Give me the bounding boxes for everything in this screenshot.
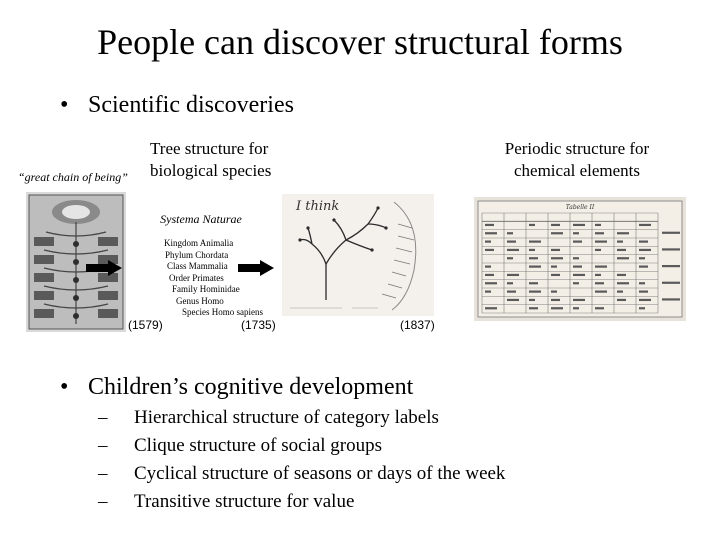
tree-caption: Tree structure for biological species (150, 139, 272, 180)
sub-bullet-item (98, 488, 505, 516)
bullet-children (60, 372, 413, 402)
taxonomy-list (150, 238, 263, 319)
bullet-label: Children’s cognitive development (88, 374, 414, 400)
right-arrow-icon (238, 260, 274, 276)
sub-bullet-list (98, 404, 505, 516)
taxonomy-species: Species Homo sapiens (182, 307, 263, 317)
bullet-label: Scientific discoveries (88, 92, 294, 118)
taxonomy-family: Family Hominidae (172, 284, 240, 294)
sub-bullet-item (98, 432, 505, 460)
periodic-caption: Periodic structure for chemical elements (504, 139, 650, 180)
taxonomy-genus: Genus Homo (176, 295, 224, 306)
sub-bullet-label: Cyclical structure of seasons or days of the week (134, 463, 506, 484)
systema-naturae-title: Systema Naturae (160, 212, 242, 226)
chain-caption: “great chain of being” (18, 170, 128, 184)
taxonomy-class: Class Mammalia (167, 261, 228, 271)
year-linnaeus: (1735) (241, 318, 276, 332)
year-darwin: (1837) (400, 318, 435, 332)
darwin-note: I think (296, 199, 340, 214)
bullet-dot: • (60, 374, 69, 400)
taxonomy-phylum: Phylum Chordata (165, 249, 229, 260)
darwin-tree-sketch (282, 194, 434, 316)
taxonomy-order: Order Primates (169, 272, 224, 283)
taxonomy-kingdom: Kingdom Animalia (164, 238, 234, 248)
slide-title: People can discover structural forms (97, 22, 623, 62)
bullet-dot: • (60, 92, 69, 118)
dash: – (98, 463, 108, 484)
sub-bullet-label: Clique structure of social groups (134, 435, 383, 456)
year-chain: (1579) (128, 318, 163, 332)
periodic-table-image (474, 197, 686, 321)
sub-bullet-label: Hierarchical structure of category labels (134, 407, 439, 428)
table-heading: Tabelle II (565, 204, 595, 211)
right-arrow-icon (86, 260, 122, 276)
sub-bullet-item (98, 460, 505, 488)
dash: – (98, 407, 108, 428)
sub-bullet-item (98, 404, 505, 432)
bullet-scientific (60, 90, 294, 120)
sub-bullet-label: Transitive structure for value (134, 491, 355, 512)
dash: – (98, 435, 108, 456)
dash: – (98, 491, 108, 512)
